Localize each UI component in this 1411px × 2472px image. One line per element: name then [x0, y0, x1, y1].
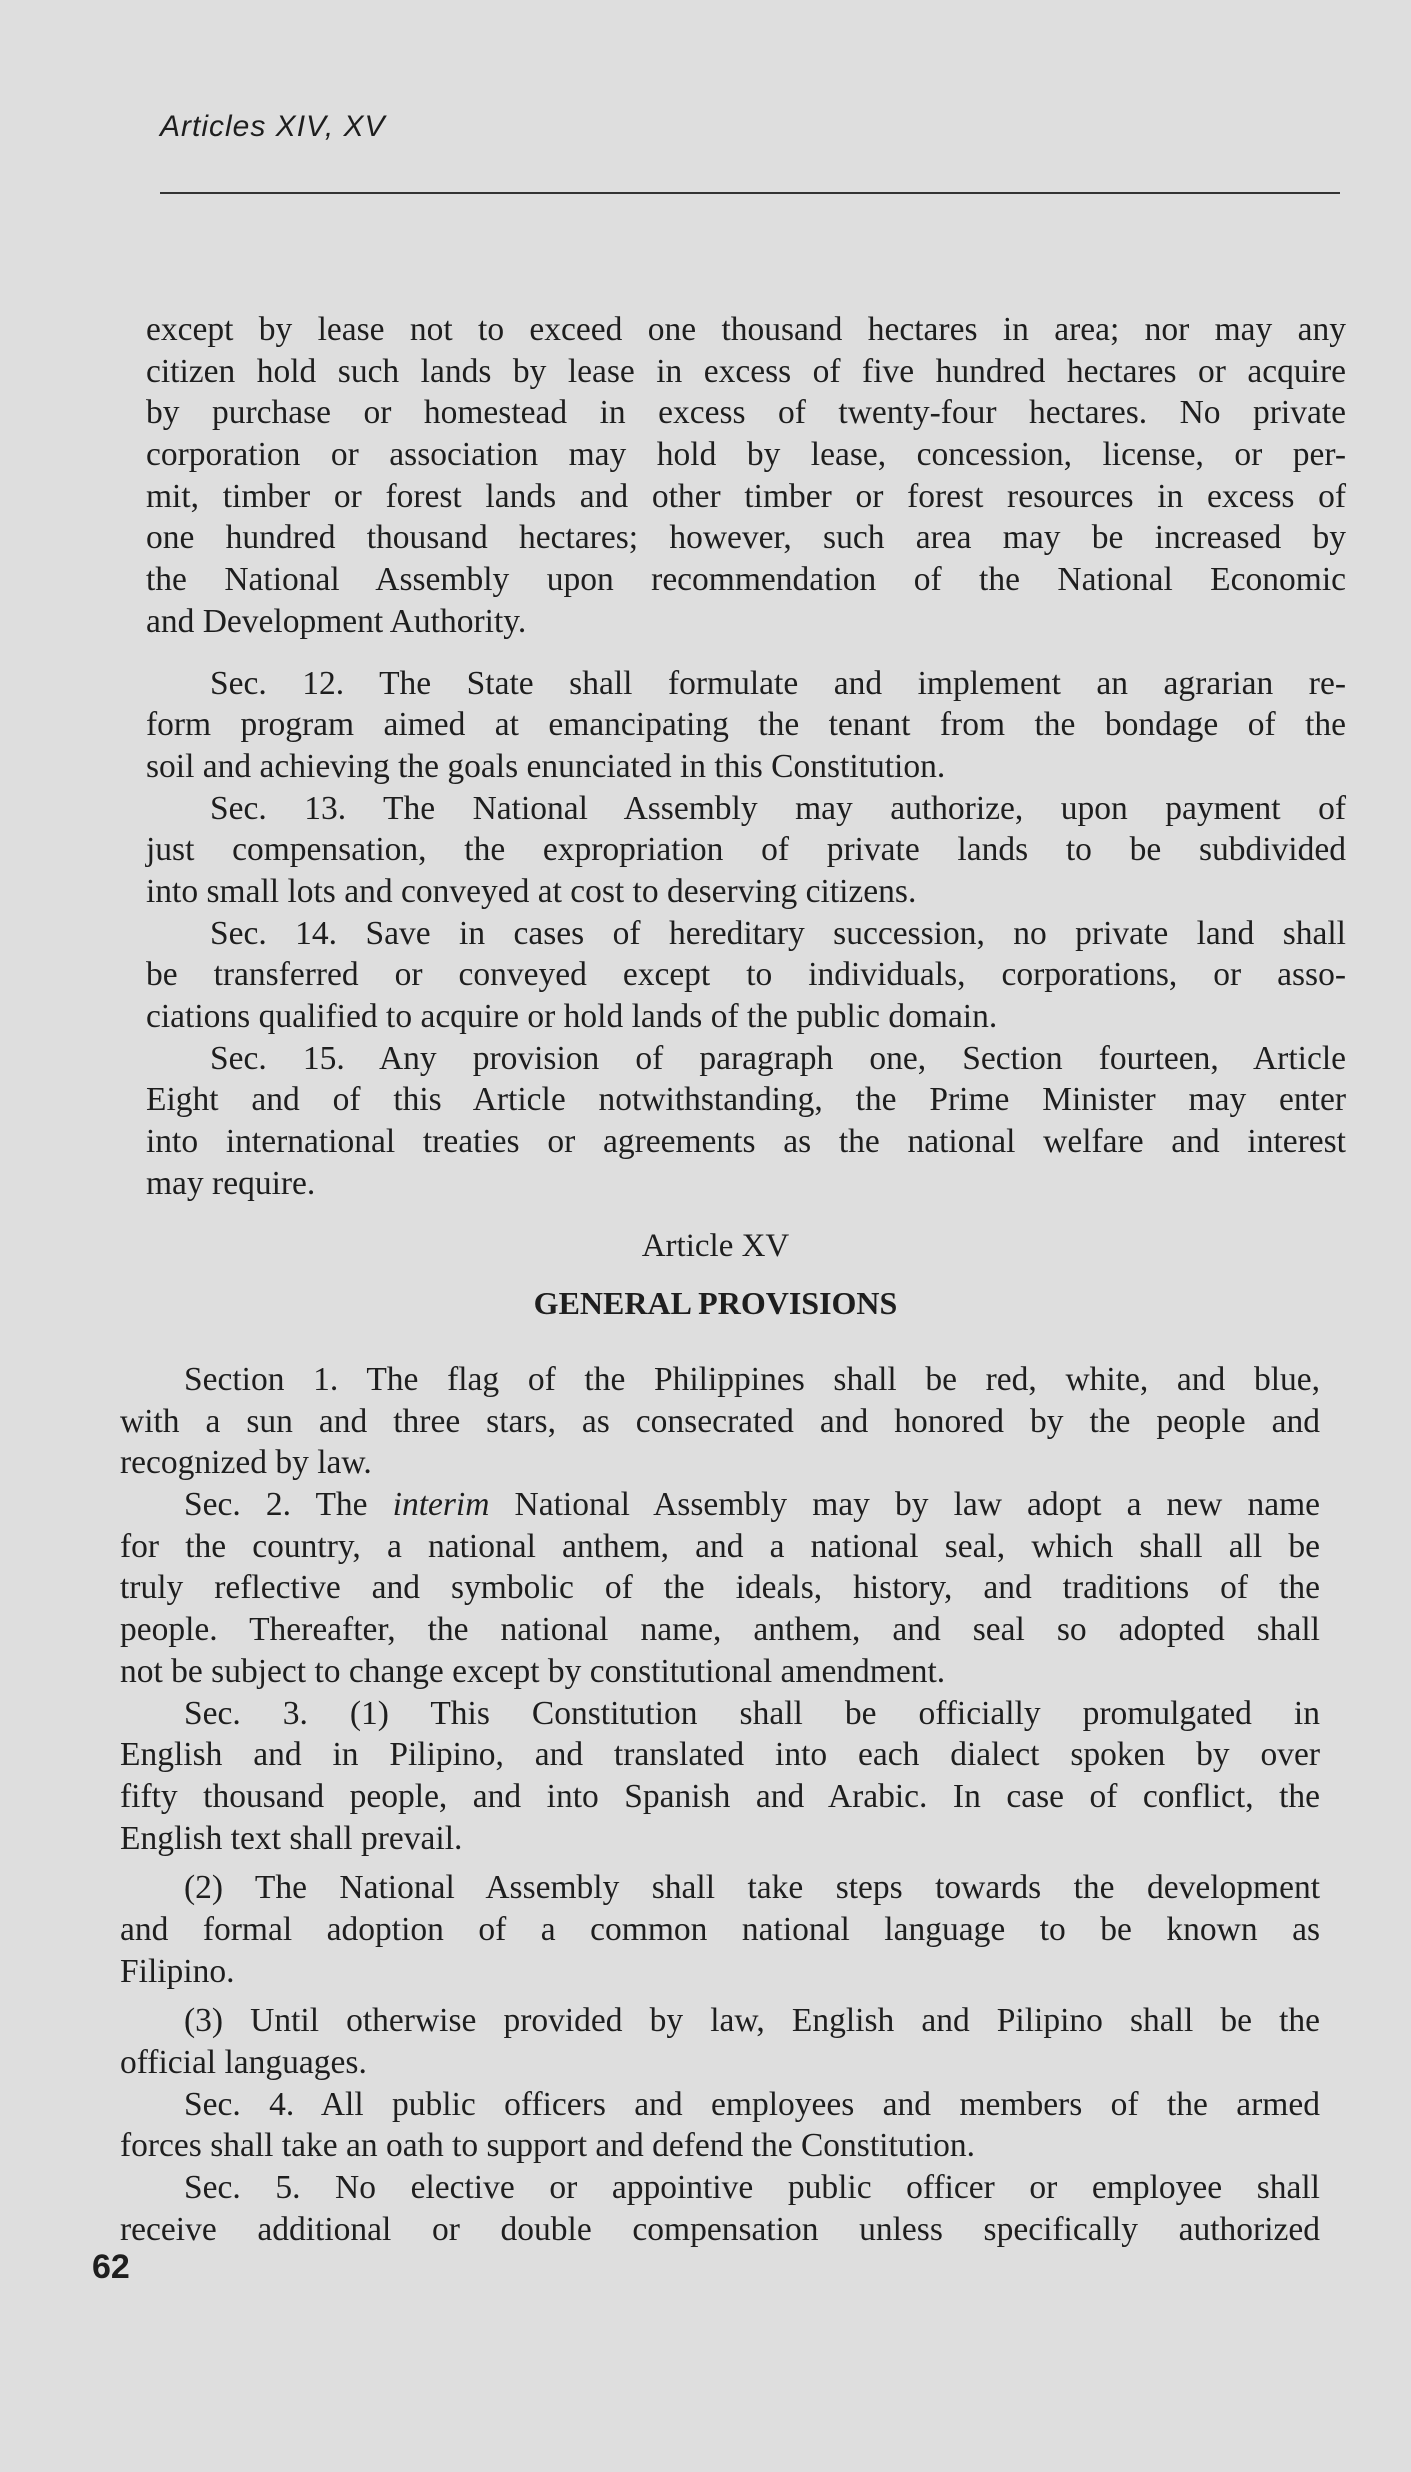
italic-term: interim [392, 1486, 490, 1524]
text-line: receive additional or double compensation unless specifically authorized [120, 2210, 1320, 2248]
text-line: official languages. [120, 2044, 367, 2081]
text-run: National Assembly may by law adopt a new name [489, 1486, 1320, 1524]
section-13 [146, 788, 1346, 913]
text-line: English and in Pilipino, and translated into each dialect spoken by over [120, 1736, 1320, 1774]
text-line: corporation or association may hold by lease, concession, license, or per- [146, 436, 1346, 474]
text-line: Sec. 13. The National Assembly may authorize, upon payment of [210, 789, 1346, 827]
text-line: not be subject to change except by constitutional amendment. [120, 1652, 946, 1690]
text-line: for the country, a national anthem, and a national seal, which shall all be [120, 1527, 1320, 1565]
text-line: truly reflective and symbolic of the ideals, history, and traditions of the [120, 1569, 1320, 1607]
text-line: into international treaties or agreements as the national welfare and interest [146, 1123, 1346, 1161]
section-12 [146, 663, 1346, 788]
text-run: Sec. 2. The [184, 1486, 393, 1524]
text-line: Sec. 3. (1) This Constitution shall be officially promulgated in [184, 1694, 1320, 1732]
text-line: recognized by law. [120, 1444, 372, 1482]
section-15 [146, 1038, 1346, 1205]
text-line: mit, timber or forest lands and other timber or forest resources in excess of [146, 477, 1346, 515]
text-line: fifty thousand people, and into Spanish and Arabic. In case of conflict, the [120, 1777, 1320, 1815]
text-line: into small lots and conveyed at cost to deserving citizens. [146, 872, 917, 910]
text-line: forces shall take an oath to support and defend the Constitution. [120, 2127, 975, 2165]
text-line: except by lease not to exceed one thousand hectares in area; nor may any [146, 311, 1346, 348]
article-title: GENERAL PROVISIONS [533, 1285, 898, 1321]
section-3-1 [120, 1693, 1320, 1860]
section-1 [120, 1359, 1320, 1484]
running-header: Articles XIV, XV [160, 110, 386, 143]
section-2 [120, 1484, 1320, 1692]
text-line: Filipino. [120, 1952, 235, 1990]
text-line: with a sun and three stars, as consecrated and honored by the people and [120, 1402, 1320, 1440]
text-line: soil and achieving the goals enunciated in this Constitution. [146, 747, 946, 785]
text-line: Section 1. The flag of the Philippines shall be red, white, and blue, [184, 1361, 1320, 1398]
text-line: Sec. 4. All public officers and employees and members of the armed [184, 2085, 1320, 2123]
article-xv-body [120, 1359, 1320, 2250]
text-line: English text shall prevail. [120, 1819, 463, 1857]
section-5 [120, 2167, 1320, 2250]
text-line: by purchase or homestead in excess of twenty-four hectares. No private [146, 394, 1346, 432]
text-line: Sec. 14. Save in cases of hereditary succession, no private land shall [210, 914, 1346, 952]
text-line: (3) Until otherwise provided by law, English and Pilipino shall be the [184, 2002, 1320, 2040]
text-line: be transferred or conveyed except to individuals, corporations, or asso- [146, 956, 1346, 994]
text-line: may require. [146, 1164, 316, 1202]
section-4 [120, 2084, 1320, 2167]
article-number: Article XV [641, 1228, 790, 1264]
text-line: the National Assembly upon recommendation of the National Economic [146, 561, 1346, 599]
section-14 [146, 913, 1346, 1038]
text-line: Sec. 12. The State shall formulate and implement an agrarian re- [210, 664, 1346, 702]
header-rule [160, 192, 1340, 194]
text-line: (2) The National Assembly shall take steps towards the development [184, 1869, 1320, 1907]
article-xiv-continuation [146, 309, 1346, 1204]
text-line: Sec. 5. No elective or appointive public officer or employee shall [184, 2169, 1320, 2207]
section-3-2 [120, 1867, 1320, 1992]
page-number: 62 [92, 2248, 130, 2286]
section-3-3 [120, 2000, 1320, 2083]
text-line: Sec. 15. Any provision of paragraph one, Section fourteen, Article [210, 1039, 1346, 1077]
text-line: just compensation, the expropriation of private lands to be subdivided [146, 831, 1346, 869]
text-line [120, 1484, 1320, 1526]
paragraph-land-lease [146, 309, 1346, 643]
text-line: one hundred thousand hectares; however, such area may be increased by [146, 519, 1346, 557]
text-line: ciations qualified to acquire or hold lands of the public domain. [146, 998, 998, 1035]
text-line: Eight and of this Article notwithstanding, the Prime Minister may enter [146, 1081, 1346, 1119]
text-line: and formal adoption of a common national language to be known as [120, 1910, 1320, 1948]
text-line: and Development Authority. [146, 602, 527, 640]
text-line: form program aimed at emancipating the tenant from the bondage of the [146, 706, 1346, 744]
text-line: citizen hold such lands by lease in excess of five hundred hectares or acquire [146, 352, 1346, 390]
text-line: people. Thereafter, the national name, anthem, and seal so adopted shall [120, 1611, 1320, 1649]
